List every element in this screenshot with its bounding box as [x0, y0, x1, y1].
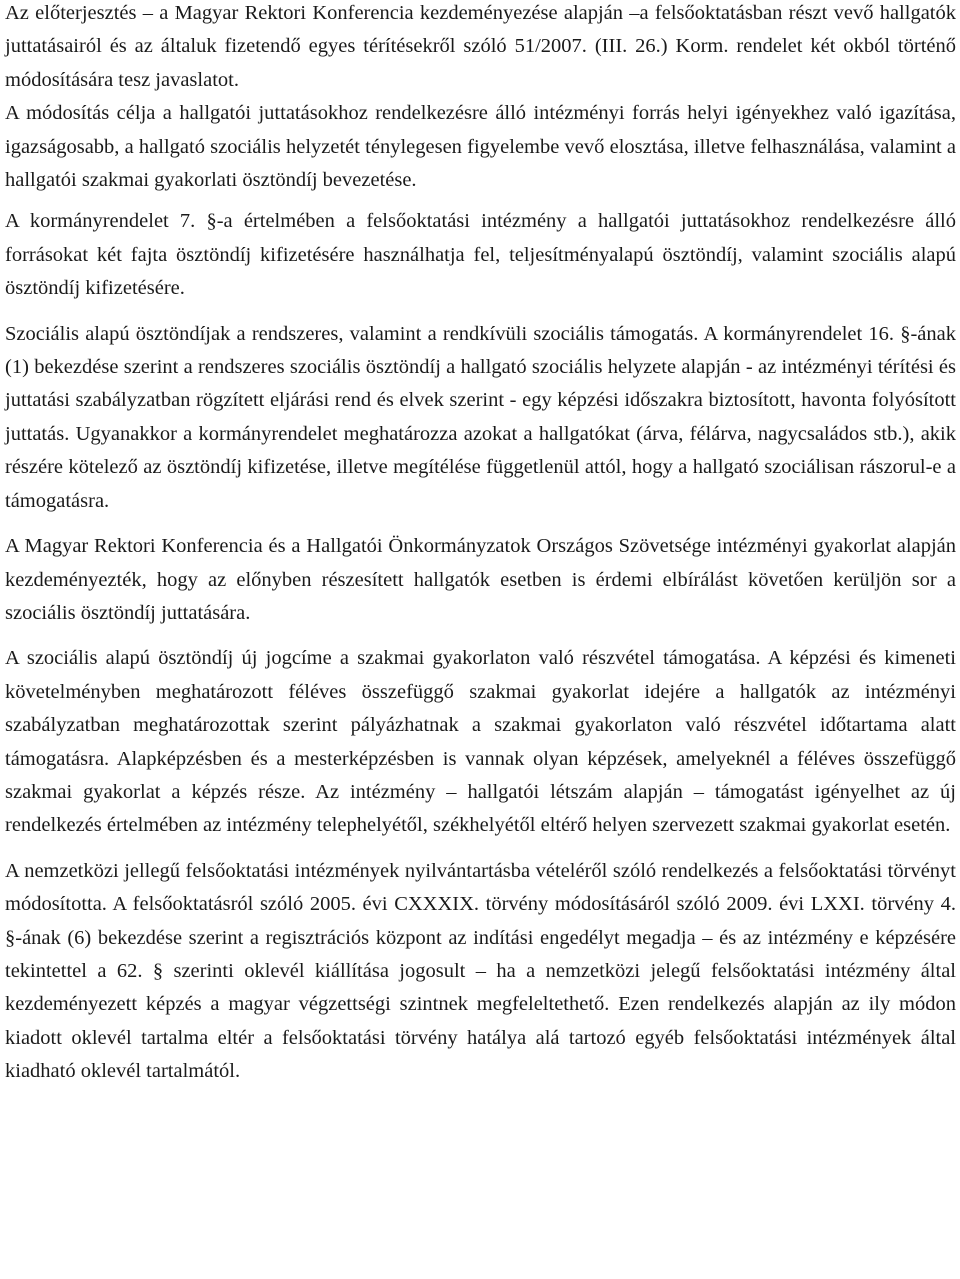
- paragraph-internship-support: A szociális alapú ösztöndíj új jogcíme a szakmai gyakorlaton való részvétel támogatása. A képzési és kimeneti követelményben meghatározott féléves összefüggő szakmai gyakorlat idejére a hallgatók az intézményi szabályzatban meghatározottak szerint pályázhatnak a szakmai gyakorlaton való részvétel időtartama alatt támogatásra. Alapképzésben és a mesterképzésben is vannak olyan képzések, amelyeknél a féléves összefüggő szakmai gyakorlat a képzés része. Az intézmény – hallgatói létszám alapján – támogatást igényelhet az új rendelkezés értelmében az intézmény telephelyétől, székhelyétől eltérő helyen szervezett szakmai gyakorlat esetén.: [5, 647, 956, 837]
- paragraph-social-scholarships: Szociális alapú ösztöndíjak a rendszeres, valamint a rendkívüli szociális támogatás. A kormányrendelet 16. §-ának (1) bekezdése szerint a rendszeres szociális ösztöndíj a hallgató szociális helyzete alapján - az intézményi térítési és juttatási szabályzatban rögzített eljárási rend és elvek szerint - egy képzési időszakra biztosított, havonta folyósított juttatás. Ugyanakkor a kormányrendelet meghatározza azokat a hallgatókat (árva, félárva, nagycsaládos stb.), akik részére kötelező az ösztöndíj kifizetése, illetve megítélése függetlenül attól, hogy a hallgató szociálisan rászorul-e a támogatásra.: [5, 322, 956, 512]
- paragraph-rectors-conference: A Magyar Rektori Konferencia és a Hallgatói Önkormányzatok Országos Szövetsége intézményi gyakorlat alapján kezdeményezték, hogy az előnyben részesített hallgatók esetben is érdemi elbírálást követően kerüljön sor a szociális ösztöndíj juttatására.: [5, 535, 956, 624]
- paragraph-section-7: A kormányrendelet 7. §-a értelmében a felsőoktatási intézmény a hallgatói juttatásokhoz rendelkezésre álló forrásokat két fajta ösztöndíj kifizetésére használhatja fel, teljesítményalapú ösztöndíj, valamint szociális alapú ösztöndíj kifizetésére.: [5, 210, 956, 300]
- paragraph-purpose: A módosítás célja a hallgatói juttatásokhoz rendelkezésre álló intézményi forrás helyi igényekhez való igazítása, igazságosabb, a hallgató szociális helyzetét ténylegesen figyelembe vevő elosztása, illetve felhasználása, valamint a hallgatói szakmai gyakorlati ösztöndíj bevezetése.: [5, 102, 956, 192]
- paragraph-intro: Az előterjesztés – a Magyar Rektori Konferencia kezdeményezése alapján –a felsőoktatásban részt vevő hallgatók juttatásairól és az általuk fizetendő egyes térítésekről szóló 51/2007. (III. 26.) Korm. rendelet két okból történő módosítására tesz javaslatot.: [5, 2, 956, 91]
- paragraph-international-institutions: A nemzetközi jellegű felsőoktatási intézmények nyilvántartásba vételéről szóló rendelkezés a felsőoktatási törvényt módosította. A felsőoktatásról szóló 2005. évi CXXXIX. törvény módosításáról szóló 2009. évi LXXI. törvény 4. §-ának (6) bekezdése szerint a regisztrációs központ az indítási engedélyt megadja – és az intézmény e képzésére tekintettel a 62. § szerinti oklevél kiállítása jogosult – ha a nemzetközi jelegű felsőoktatási intézmény által kezdeményezett képzés a magyar végzettségi szintnek megfeleltethető. Ezen rendelkezés alapján az ily módon kiadott oklevél tartalma eltér a felsőoktatási törvény hatálya alá tartozó egyéb felsőoktatási intézmények által kiadható oklevél tartalmától.: [5, 859, 956, 1083]
